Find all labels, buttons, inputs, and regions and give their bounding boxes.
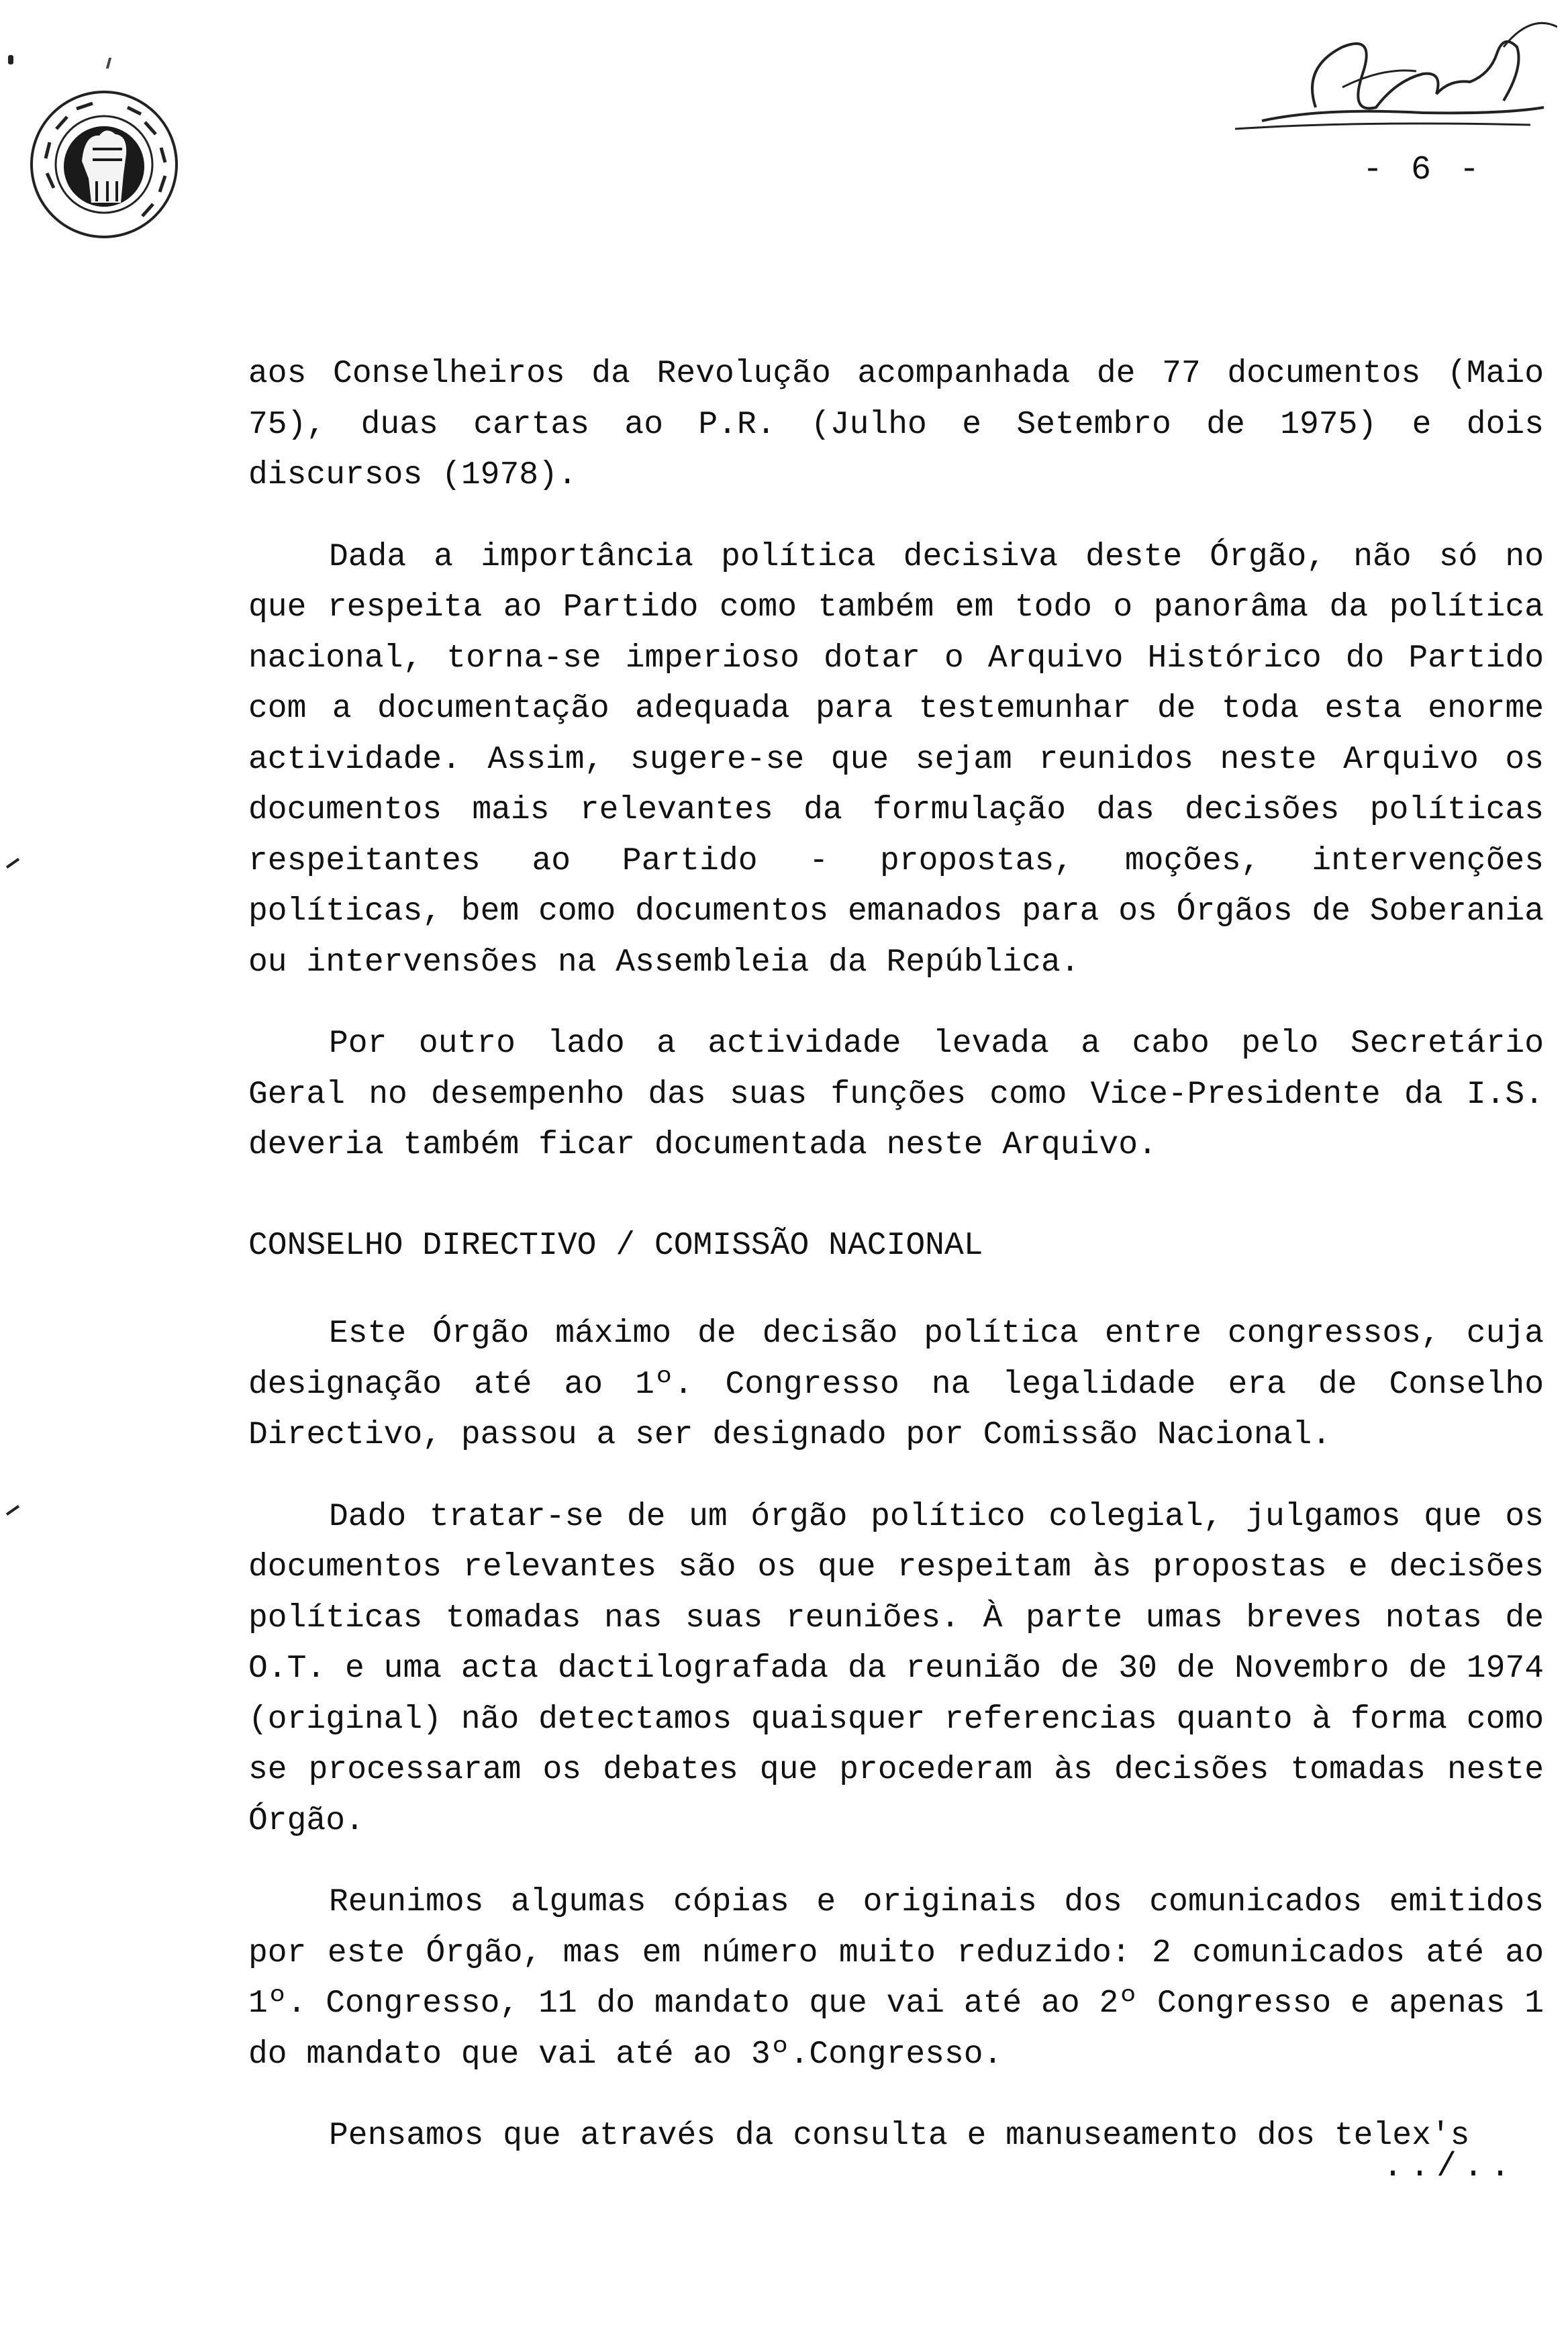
paragraph: Reunimos algumas cópias e originais dos comunicados emitidos por este Órgão, mas em número muito reduzido: 2 comunicados até ao 1º. Congresso, 11 do mandato que vai até ao 2º Congresso e apenas 1 do mandato que vai até ao 3º.Congresso.: [248, 1884, 1544, 2073]
scan-mark: [106, 58, 111, 68]
paragraph: aos Conselheiros da Revolução acompanhada de 77 documentos (Maio 75), duas cartas ao P.R. (Julho e Setembro de 1975) e dois discursos (1978).: [248, 356, 1544, 493]
margin-mark: [6, 1505, 19, 1516]
page-number: - 6 -: [1363, 151, 1484, 189]
section-heading: CONSELHO DIRECTIVO / COMISSÃO NACIONAL: [248, 1227, 983, 1264]
continuation-marker: ../..: [1383, 2148, 1518, 2186]
scan-mark: [8, 55, 13, 64]
margin-mark: [6, 858, 19, 869]
paragraph: Por outro lado a actividade levada a cabo pelo Secretário Geral no desempenho das suas funções como Vice-Presidente da I.S. deveria também ficar documentada neste Arquivo.: [248, 1026, 1544, 1163]
party-seal-logo: [27, 87, 181, 242]
paragraph: Pensamos que através da consulta e manuseamento dos telex's: [329, 2118, 1470, 2154]
paragraph: Dado tratar-se de um órgão político colegial, julgamos que os documentos relevantes são os que respeitam às propostas e decisões políticas tomadas nas suas reuniões. À parte umas breves notas de O.T. e uma acta dactilografada da reunião de 30 de Novembro de 1974 (original) não detectamos quaisquer referencias quanto à forma como se processaram os debates que procederam às decisões tomadas neste Órgão.: [248, 1498, 1544, 1839]
handwritten-signature: [1222, 7, 1557, 161]
document-body: [248, 349, 1544, 2162]
paragraph: Dada a importância política decisiva deste Órgão, não só no que respeita ao Partido como também em todo o panorâma da política nacional, torna-se imperioso dotar o Arquivo Histórico do Partido com a documentação adequada para testemunhar de toda esta enorme actividade. Assim, sugere-se que sejam reunidos neste Arquivo os documentos mais relevantes da formulação das decisões políticas respeitantes ao Partido - propostas, moções, intervenções políticas, bem como documentos emanados para os Órgãos de Soberania ou intervensões na Assembleia da República.: [248, 538, 1544, 981]
paragraph: Este Órgão máximo de decisão política entre congressos, cuja designação até ao 1º. Congresso na legalidade era de Conselho Directivo, passou a ser designado por Comissão Nacional.: [248, 1316, 1544, 1453]
